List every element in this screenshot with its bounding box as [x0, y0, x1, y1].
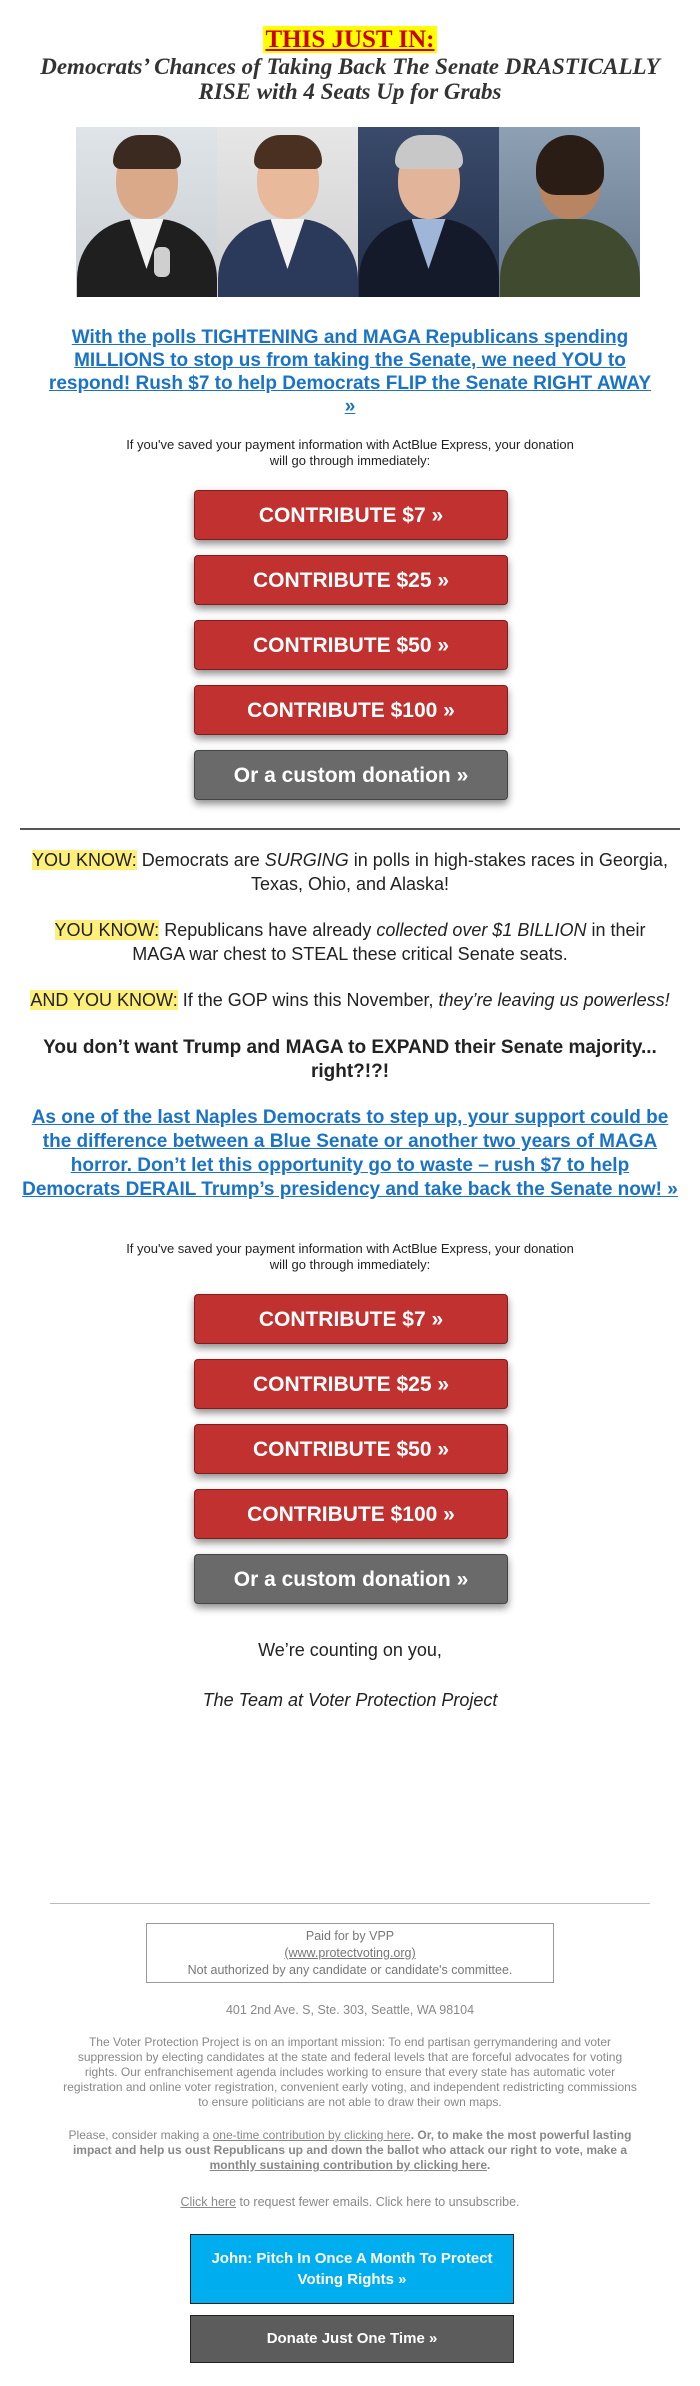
rhetorical-question: You don’t want Trump and MAGA to EXPAND their Senate majority... right?!?! — [43, 1037, 657, 1082]
contribute-7-button-bottom[interactable]: CONTRIBUTE $7 » — [194, 1294, 508, 1344]
page-title: Democrats’ Chances of Taking Back The Senate DRASTICALLY RISE with 4 Seats Up for Grabs — [40, 54, 660, 104]
custom-donation-button-bottom[interactable]: Or a custom donation » — [194, 1554, 508, 1604]
signature: The Team at Voter Protection Project — [202, 1690, 498, 1710]
fewer-emails-link[interactable]: Click here — [180, 2195, 237, 2209]
contribute-25-button-top[interactable]: CONTRIBUTE $25 » — [194, 555, 508, 605]
person-photo-3 — [358, 127, 499, 297]
mailing-address: 401 2nd Ave. S, Ste. 303, Seattle, WA 98104 — [225, 2003, 475, 2017]
one-time-link[interactable]: one-time contribution by clicking here — [212, 2128, 411, 2142]
person-photo-1 — [76, 127, 217, 297]
contribute-100-button-top[interactable]: CONTRIBUTE $100 » — [194, 685, 508, 735]
monthly-donation-button[interactable]: John: Pitch In Once A Month To Protect Voting Rights » — [190, 2234, 514, 2304]
hero-photo[interactable] — [76, 127, 640, 297]
one-time-donation-button[interactable]: Donate Just One Time » — [190, 2315, 514, 2363]
contribute-50-button-top[interactable]: CONTRIBUTE $50 » — [194, 620, 508, 670]
site-link[interactable]: (www.protectvoting.org) — [284, 1946, 416, 1960]
highlight-tag: AND YOU KNOW: — [30, 990, 178, 1010]
section-divider — [20, 828, 680, 830]
person-photo-4 — [499, 127, 640, 297]
paid-for-box: Paid for by VPP (www.protectvoting.org) Not authorized by any candidate or candidate's committee. — [146, 1923, 554, 1983]
kicker-banner: THIS JUST IN: — [265, 26, 435, 53]
express-note-top: If you've saved your payment information with ActBlue Express, your donation will go through immediately: — [126, 437, 574, 468]
contribute-100-button-bottom[interactable]: CONTRIBUTE $100 » — [194, 1489, 508, 1539]
you-know-paragraph-1: YOU KNOW: Democrats are SURGING in polls in high-stakes races in Georgia, Texas, Ohio, and Alaska! — [32, 850, 668, 894]
contribute-7-button-top[interactable]: CONTRIBUTE $7 » — [194, 490, 508, 540]
unsubscribe-line: Click here to request fewer emails. Click here to unsubscribe. — [180, 2195, 520, 2209]
you-know-paragraph-2: YOU KNOW: Republicans have already collected over $1 BILLION in their MAGA war chest to STEAL these critical Senate seats. — [54, 920, 646, 964]
custom-donation-button-top[interactable]: Or a custom donation » — [194, 750, 508, 800]
person-photo-2 — [217, 127, 358, 297]
footer-divider — [50, 1903, 650, 1904]
pitch-link-top[interactable]: With the polls TIGHTENING and MAGA Republicans spending MILLIONS to stop us from taking the Senate, we need YOU to respond! Rush $7 to help Democrats FLIP the Senate RIGHT AWAY » — [48, 327, 652, 417]
contribute-25-button-bottom[interactable]: CONTRIBUTE $25 » — [194, 1359, 508, 1409]
contribute-50-button-bottom[interactable]: CONTRIBUTE $50 » — [194, 1424, 508, 1474]
counting-on-you: We’re counting on you, — [258, 1640, 442, 1660]
consider-paragraph: Please, consider making a one-time contribution by clicking here. Or, to make the most powerful lasting impact and help us oust Republicans up and down the ballot who attack our right to vote, make a monthly sustaining contribution by clicking here. — [68, 2128, 632, 2172]
you-know-paragraph-3: AND YOU KNOW: If the GOP wins this November, they’re leaving us powerless! — [30, 990, 670, 1010]
mission-statement: The Voter Protection Project is on an important mission: To end partisan gerrymandering and voter suppression by electing candidates at the state and federal levels that are forceful advocates for voting rights. Our enfranchisement agenda includes working to ensure that every state has automatic voter registration and online voter registration, convenient early voting, and independent redistricting commissions to ensure politicians are not able to draw their own maps. — [63, 2035, 637, 2109]
highlight-tag: YOU KNOW: — [32, 850, 137, 870]
monthly-link[interactable]: monthly sustaining contribution by clicking here — [209, 2158, 487, 2172]
pitch-link-bottom[interactable]: As one of the last Naples Democrats to step up, your support could be the difference between a Blue Senate or another two years of MAGA horror. Don’t let this opportunity go to waste – rush $7 to help Democrats DERAIL Trump’s presidency and take back the Senate now! » — [22, 1107, 678, 1200]
express-note-bottom: If you've saved your payment information with ActBlue Express, your donation will go through immediately: — [126, 1241, 574, 1272]
highlight-tag: YOU KNOW: — [54, 920, 160, 940]
